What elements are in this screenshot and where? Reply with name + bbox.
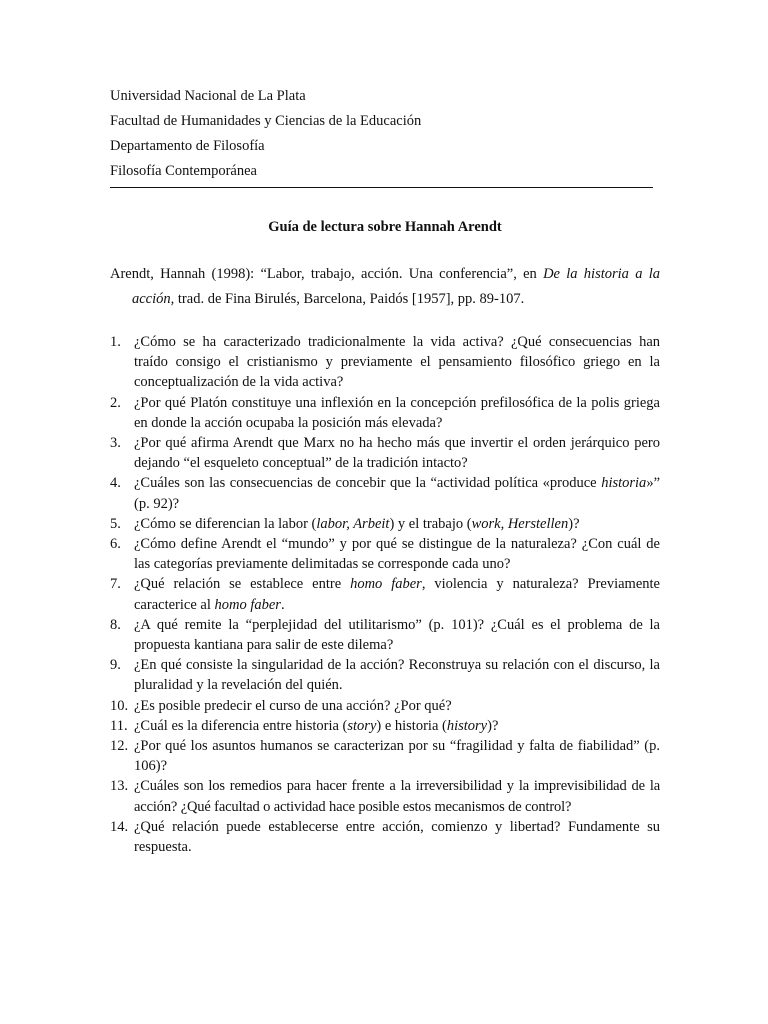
list-item (110, 817, 660, 857)
list-item (110, 473, 660, 513)
question-text: ¿Cómo se ha caracterizado tradicionalmente la vida activa? ¿Qué consecuencias han traído consigo el cristianismo y previamente el pensamiento filosófico griego en la conceptualización de la vida activa? (134, 334, 660, 391)
document-title: Guía de lectura sobre Hannah Arendt (268, 219, 502, 235)
list-item (110, 393, 660, 433)
list-item (110, 574, 660, 614)
question-number: 11. (110, 717, 128, 734)
question-text: ¿Qué relación se establece entre homo faber, violencia y naturaleza? Previamente caracterice al homo faber. (134, 576, 660, 613)
question-number: 2. (110, 394, 121, 411)
citation-text-end: , trad. de Fina Birulés, Barcelona, Paidós [1957], pp. 89-107. (170, 291, 525, 307)
question-list (110, 332, 660, 857)
list-item (110, 615, 660, 655)
question-number: 9. (110, 657, 121, 674)
question-number: 14. (110, 818, 129, 835)
list-item (110, 716, 660, 736)
faculty-name: Facultad de Humanidades y Ciencias de la Educación (110, 113, 422, 129)
header-divider (110, 187, 653, 188)
citation-book-title: De la historia a la acción (132, 266, 660, 307)
question-number: 5. (110, 515, 121, 532)
question-number: 3. (110, 435, 121, 452)
question-text: ¿Por qué los asuntos humanos se caracterizan por su “fragilidad y falta de fiabilidad” (p. 106)? (134, 738, 660, 775)
list-item (110, 332, 660, 393)
list-item (110, 696, 660, 716)
question-text: ¿Cómo se diferencian la labor (labor, Arbeit) y el trabajo (work, Herstellen)? (134, 515, 580, 532)
list-item (110, 433, 660, 473)
list-item (110, 655, 660, 695)
bibliographic-citation (110, 262, 660, 312)
question-text: ¿En qué consiste la singularidad de la acción? Reconstruya su relación con el discurso, la pluralidad y la revelación del quién. (134, 657, 660, 694)
question-number: 8. (110, 616, 121, 633)
question-text: ¿Cuáles son las consecuencias de concebir que la “actividad política «produce historia»” (p. 92)? (134, 475, 660, 512)
question-number: 13. (110, 778, 129, 795)
question-text: ¿Por qué afirma Arendt que Marx no ha hecho más que invertir el orden jerárquico pero dejando “el esqueleto conceptual” de la tradición intacto? (134, 435, 660, 472)
question-text: ¿A qué remite la “perplejidad del utilitarismo” (p. 101)? ¿Cuál es el problema de la propuesta kantiana para salir de este dilema? (134, 616, 660, 654)
question-text: ¿Cómo define Arendt el “mundo” y por qué se distingue de la naturaleza? ¿Con cuál de las categorías previamente delimitadas se corresponde cada uno? (134, 536, 660, 573)
document-page (110, 84, 660, 857)
question-text: ¿Cuáles son los remedios para hacer frente a la irreversibilidad y la imprevisibilidad de la acción? ¿Qué facultad o actividad hace posible estos mecanismos de control? (134, 778, 660, 815)
question-number: 7. (110, 576, 121, 593)
list-item (110, 736, 660, 776)
question-text: ¿Por qué Platón constituye una inflexión en la concepción prefilosófica de la polis griega en donde la acción ocupaba la posición más elevada? (134, 394, 660, 431)
question-number: 4. (110, 475, 121, 492)
question-number: 6. (110, 536, 121, 553)
list-item (110, 514, 660, 534)
course-name: Filosofía Contemporánea (110, 163, 257, 179)
question-text: ¿Cuál es la diferencia entre historia (story) e historia (history)? (134, 717, 499, 734)
question-number: 12. (110, 738, 129, 755)
list-item (110, 534, 660, 574)
question-number: 1. (110, 334, 121, 350)
university-name: Universidad Nacional de La Plata (110, 88, 306, 104)
question-number: 10. (110, 697, 129, 714)
department-name: Departamento de Filosofía (110, 138, 265, 154)
citation-text-start: Arendt, Hannah (1998): “Labor, trabajo, acción. Una conferencia”, en (110, 266, 544, 282)
list-item (110, 776, 660, 816)
question-text: ¿Es posible predecir el curso de una acción? ¿Por qué? (134, 697, 452, 714)
question-text: ¿Qué relación puede establecerse entre acción, comienzo y libertad? Fundamente su respuesta. (134, 818, 660, 856)
